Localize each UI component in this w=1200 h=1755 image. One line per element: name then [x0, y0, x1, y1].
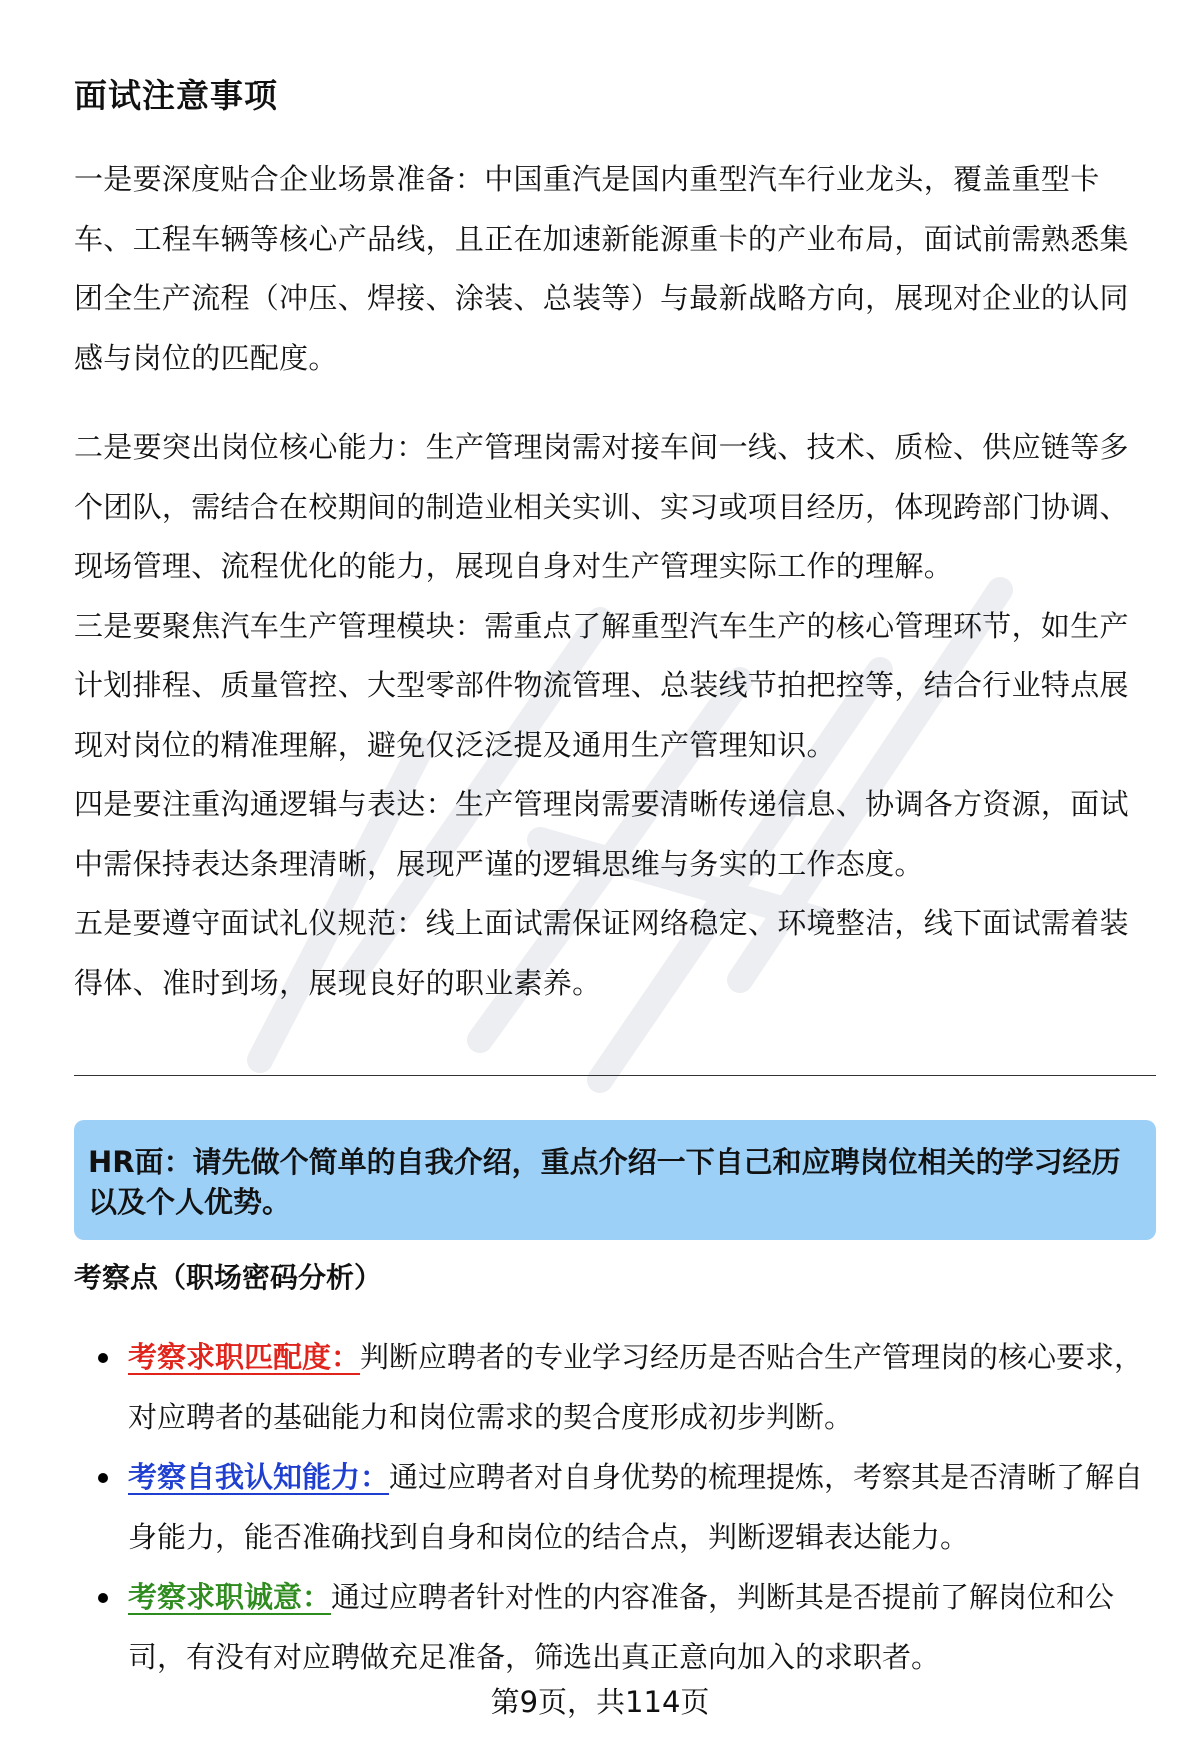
- analysis-label: 考察点（职场密码分析）: [74, 1261, 383, 1294]
- interview-question-callout: [74, 1120, 1156, 1240]
- paragraph-text: 一是要深度贴合企业场景准备：中国重汽是国内重型汽车行业龙头，覆盖重型卡车、工程车辆等核心产品线，且正在加速新能源重卡的产业布局，面试前需熟悉集团全生产流程（冲压、焊接、涂装、总装等）与最新战略方向，展现对企业的认同感与岗位的匹配度。: [74, 162, 1129, 375]
- section-title: 面试注意事项: [74, 76, 278, 115]
- analysis-list: [74, 1327, 1156, 1687]
- paragraph-4: 四是要注重沟通逻辑与表达：生产管理岗需要清晰传递信息、协调各方资源，面试中需保持表达条理清晰，展现严谨的逻辑思维与务实的工作态度。: [74, 787, 1129, 881]
- bullet-icon: [98, 1473, 108, 1483]
- paragraph-1: [74, 150, 1154, 388]
- keyword-self-awareness: 考察自我认知能力：: [128, 1460, 390, 1494]
- paragraph-5: 五是要遵守面试礼仪规范：线上面试需保证网络稳定、环境整洁，线下面试需着装得体、准时到场，展现良好的职业素养。: [74, 906, 1129, 1000]
- bullet-text: 通过应聘者针对性的内容准备，判断其是否提前了解岗位和公司，有没有对应聘做充足准备，筛选出真正意向加入的求职者。: [128, 1580, 1115, 1674]
- bullet-icon: [98, 1353, 108, 1363]
- paragraph-3: 三是要聚焦汽车生产管理模块：需重点了解重型汽车生产的核心管理环节，如生产计划排程、质量管控、大型零部件物流管理、总装线节拍把控等，结合行业特点展现对岗位的精准理解，避免仅泛泛提及通用生产管理知识。: [74, 608, 1129, 762]
- question-text: HR面：请先做个简单的自我介绍，重点介绍一下自己和应聘岗位相关的学习经历以及个人优势。: [88, 1145, 1121, 1219]
- paragraph-group: [74, 418, 1154, 1013]
- keyword-match: 考察求职匹配度：: [128, 1340, 361, 1374]
- bullet-text: 判断应聘者的专业学习经历是否贴合生产管理岗的核心要求，对应聘者的基础能力和岗位需求的契合度形成初步判断。: [128, 1340, 1144, 1434]
- list-item: [74, 1327, 1156, 1447]
- keyword-sincerity: 考察求职诚意：: [128, 1580, 332, 1614]
- section-divider: [74, 1075, 1156, 1076]
- paragraph-2: 二是要突出岗位核心能力：生产管理岗需对接车间一线、技术、质检、供应链等多个团队，需结合在校期间的制造业相关实训、实习或项目经历，体现跨部门协调、现场管理、流程优化的能力，展现自身对生产管理实际工作的理解。: [74, 430, 1129, 583]
- bullet-icon: [98, 1593, 108, 1603]
- list-item: [74, 1447, 1156, 1567]
- bullet-text: 通过应聘者对自身优势的梳理提炼，考察其是否清晰了解自身能力，能否准确找到自身和岗位的结合点，判断逻辑表达能力。: [128, 1460, 1144, 1554]
- page-number-footer: 第9页，共114页: [490, 1685, 710, 1719]
- list-item: [74, 1567, 1156, 1687]
